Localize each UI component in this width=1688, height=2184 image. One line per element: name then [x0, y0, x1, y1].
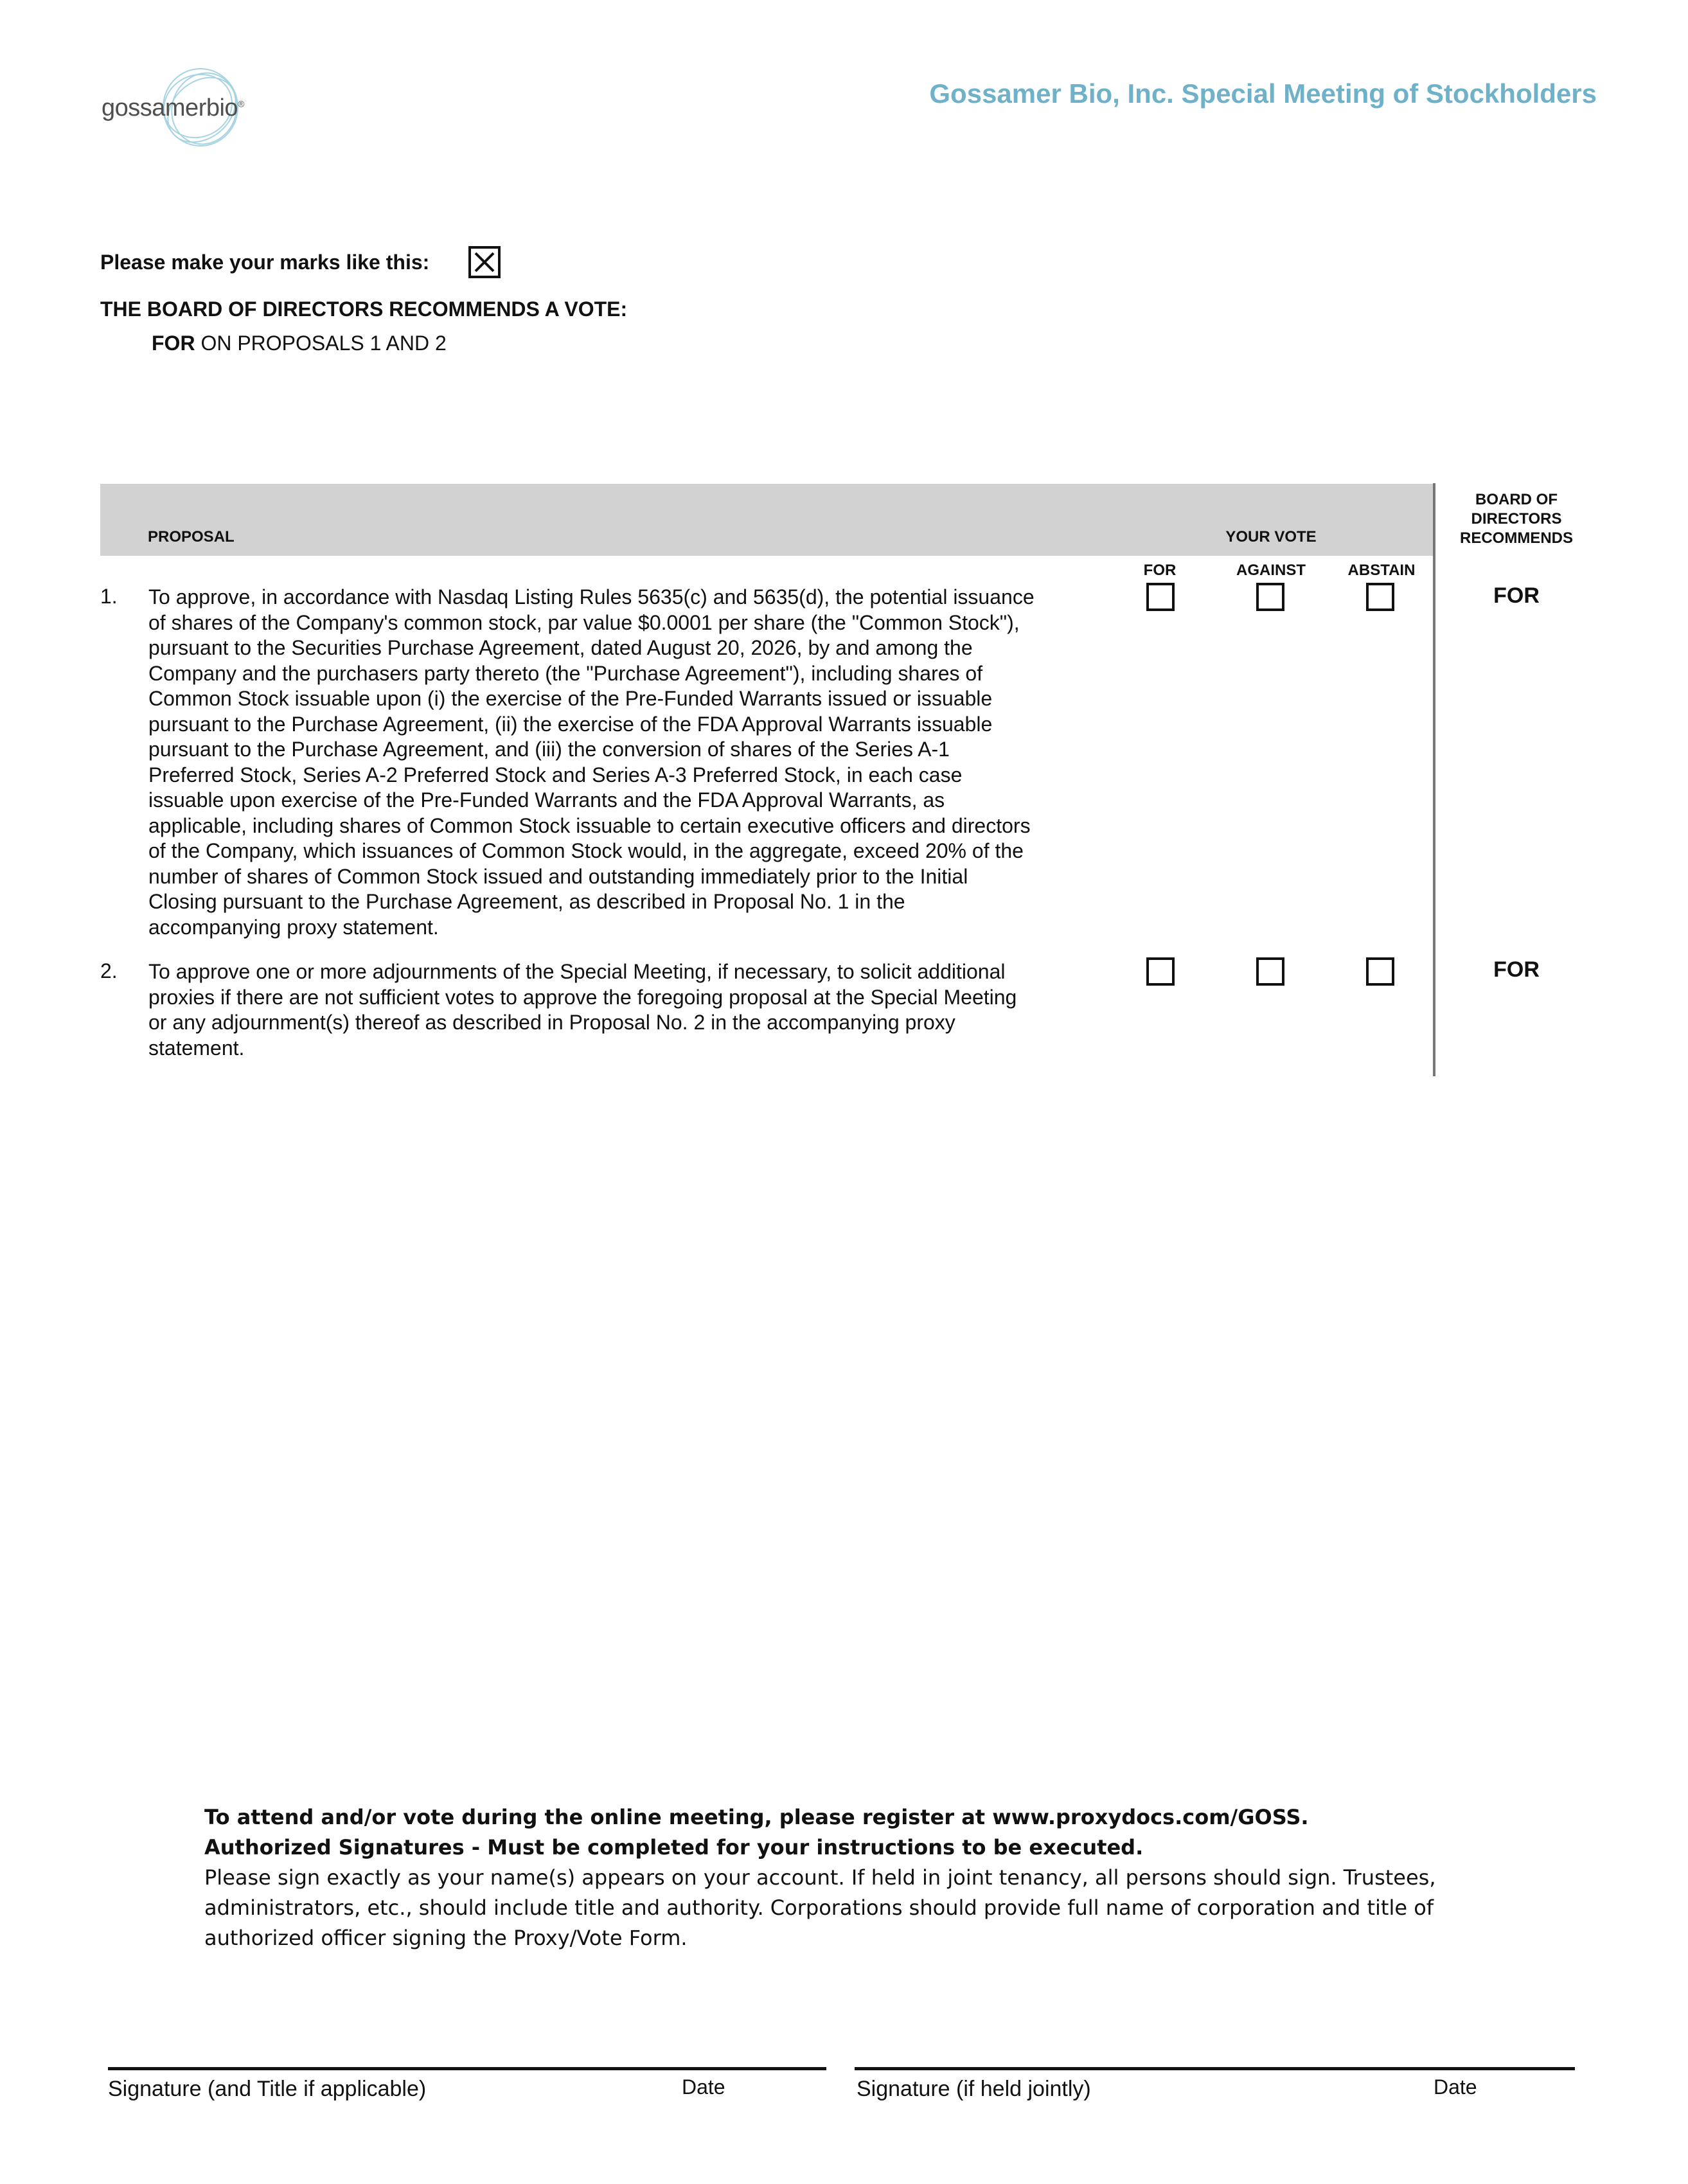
authorized-signatures-note: Authorized Signatures - Must be completed for your instructions to be executed.	[204, 1835, 1144, 1860]
date-2-label: Date	[1434, 2075, 1477, 2099]
signature-2-label: Signature (if held jointly)	[857, 2077, 1091, 2101]
vote-against-column-header: AGAINST	[1236, 562, 1306, 579]
proposal-2-board-recommendation: FOR	[1493, 957, 1540, 982]
signature-instructions	[204, 1802, 1489, 1953]
signature-1-label: Signature (and Title if applicable)	[108, 2077, 427, 2101]
proposal-1-text: To approve, in accordance with Nasdaq Listing Rules 5635(c) and 5635(d), the potential issuance of shares of the Company's common stock, par value $0.0001 per share (the "Common Stock"), pursuant to the Securities Purchase Agreement, dated August 20, 2026, by and among the Company and the purchasers party thereto (the "Purchase Agreement"), including shares of Common Stock issuable upon (i) the exercise of the Pre-Funded Warrants issued or issuable pursuant to the Purchase Agreement, (ii) the exercise of the FDA Approval Warrants issuable pursuant to the Purchase Agreement, and (iii) the conversion of shares of the Series A-1 Preferred Stock, Series A-2 Preferred Stock and Series A-3 Preferred Stock, in each case issuable upon exercise of the Pre-Funded Warrants and the FDA Approval Warrants, as applicable, including shares of Common Stock issuable to certain executive officers and directors of the Company, which issuances of Common Stock would, in the aggregate, exceed 20% of the number of shares of Common Stock issued and outstanding immediately prior to the Initial Closing pursuant to the Purchase Agreement, as described in Proposal No. 1 in the accompanying proxy statement.	[148, 585, 1035, 939]
sign-instructions-line: Please sign exactly as your name(s) appears on your account. If held in joint tenancy, all persons should sign. Trustees,	[204, 1865, 1436, 1890]
board-recommends-column-header: BOARD OF DIRECTORS RECOMMENDS	[1459, 491, 1573, 547]
proposal-1-against-checkbox[interactable]	[1256, 583, 1284, 611]
proposal-2-text: To approve one or more adjournments of the Special Meeting, if necessary, to solicit additional proxies if there are not sufficient votes to approve the foregoing proposal at the Special Meeting or any adjournment(s) thereof as described in Proposal No. 2 in the accompanying proxy statement.	[148, 960, 1017, 1060]
sign-instructions-line: authorized officer signing the Proxy/Vote Form.	[204, 1926, 688, 1950]
proposal-2-against-checkbox[interactable]	[1256, 957, 1284, 986]
signature-line-1[interactable]	[108, 2067, 826, 2070]
date-1-label: Date	[682, 2075, 725, 2099]
vote-abstain-column-header: ABSTAIN	[1347, 562, 1416, 579]
example-marked-checkbox	[468, 246, 501, 278]
board-recommendation-summary: FOR ON PROPOSALS 1 AND 2	[152, 332, 447, 355]
proposal-1-number: 1.	[100, 585, 118, 608]
online-meeting-note: To attend and/or vote during the online meeting, please register at www.proxydocs.com/GOSS.	[204, 1805, 1309, 1829]
your-vote-column-header: YOUR VOTE	[1225, 528, 1317, 546]
proposal-2-for-checkbox[interactable]	[1146, 957, 1175, 986]
marks-instruction-label: Please make your marks like this:	[100, 251, 430, 274]
proposal-2-number: 2.	[100, 959, 118, 982]
proposal-column-header: PROPOSAL	[148, 528, 235, 546]
proposal-1-abstain-checkbox[interactable]	[1366, 583, 1394, 611]
signature-line-2[interactable]	[855, 2067, 1575, 2070]
recommendation-column-divider	[1433, 483, 1435, 1076]
logo-wordmark: gossamerbio®	[102, 94, 244, 121]
vote-for-column-header: FOR	[1143, 562, 1177, 579]
proposal-1-for-checkbox[interactable]	[1146, 583, 1175, 611]
x-mark-icon	[471, 249, 498, 276]
proposal-2-abstain-checkbox[interactable]	[1366, 957, 1394, 986]
proposal-1-board-recommendation: FOR	[1493, 583, 1540, 608]
meeting-title: Gossamer Bio, Inc. Special Meeting of Stockholders	[929, 78, 1597, 109]
sign-instructions-line: administrators, etc., should include title and authority. Corporations should provide full name of corporation and title of	[204, 1895, 1434, 1920]
board-recommendation-heading: THE BOARD OF DIRECTORS RECOMMENDS A VOTE:	[100, 297, 628, 321]
